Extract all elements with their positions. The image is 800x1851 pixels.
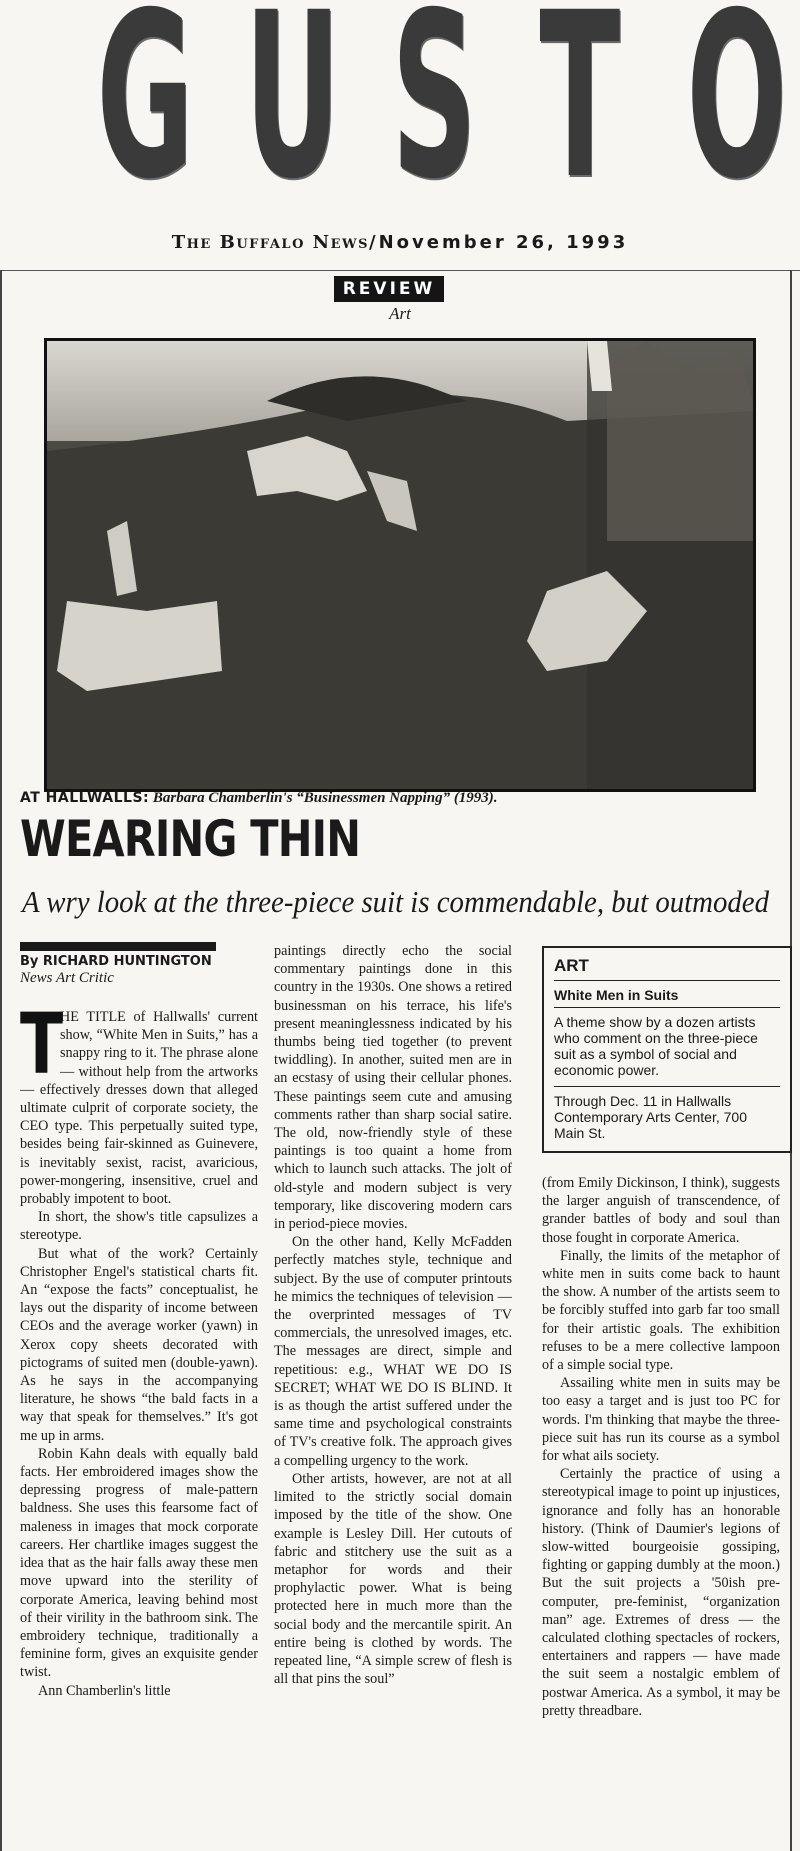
article-paragraph: paintings directly echo the social commentary paintings done in this country in the 1930s. One shows a retired businessman on his terrace, his life's present meaninglessness indicated by his thumbs being tied together (to prevent twiddling). In another, suited men are in an ecstasy of using their cellular phones. These paintings seem cute and amusing comments rather than sharp social satire. The old, now-friendly style of these paintings is too quaint a home from which to launch such attacks. The jolt of old-style and modern subject is very temporary, like discovering modern cars in period-piece movies. xyxy=(274,943,512,1233)
headline: WEARING THIN xyxy=(20,810,361,868)
byline xyxy=(20,954,258,987)
info-box-kicker: ART xyxy=(554,956,780,981)
info-box-title: White Men in Suits xyxy=(554,981,780,1008)
info-box-description: A theme show by a dozen artists who comment on the three-piece suit as a symbol of social and economic power. xyxy=(554,1008,780,1087)
article-paragraph: T HE TITLE of Hallwalls' current show, “White Men in Suits,” has a snappy ring to it. The phrase alone — without help from the artworks — effectively dresses down that alleged ultimate culprit of corporate society, the CEO type. This perpetually suited type, besides being fair-skinned as Guinevere, is inevitably sexist, racist, avaricious, power-mongering, insensitive, cruel and probably impotent to boot. xyxy=(20,995,258,1208)
masthead-letter: G xyxy=(96,0,194,229)
caption-lead: AT HALLWALLS: xyxy=(20,790,150,806)
page-frame-left xyxy=(0,270,2,1851)
article-column-3 xyxy=(542,1174,780,1720)
article-paragraph: Certainly the practice of using a stereotypical image to point up injustices, ignorance and folly has an honorable history. (Think of Daumier's legions of slow-witted bourgeoisie gossiping, fighting or gapping dumbly at the moon.) But the suit projects a '50ish pre-computer, pre-feminist, “organization man” age. Extremes of dress — the calculated clothing spectacles of rockers, entertainers and rappers — have made the suit seem a nostalgic emblem of postwar America. As a symbol, it may be pretty threadbare. xyxy=(542,1466,780,1719)
article-paragraph: Robin Kahn deals with equally bald facts. Her embroidered images show the depressing progress of male-pattern baldness. She uses this fearsome fact of maleness in images that mock corporate careers. Her chartlike images suggest the idea that as the hair falls away these men move upward into the sterility of corporate America, leaving behind most of their virility in the bathroom sink. The embroidery technique, traditionally a feminine form, gives an exquisite gender twist. xyxy=(20,1445,258,1681)
info-box xyxy=(542,946,792,1153)
article-paragraph: Ann Chamberlin's little xyxy=(38,1682,171,1699)
author-title: News Art Critic xyxy=(20,970,114,986)
masthead-letter: S xyxy=(391,0,477,229)
article-column-2 xyxy=(274,942,512,1688)
masthead-letter: T xyxy=(538,0,620,229)
section-label: Art xyxy=(389,304,411,323)
subheadline: A wry look at the three-piece suit is commendable, but outmoded xyxy=(22,884,770,919)
article-paragraph: Assailing white men in suits may be too easy a target and is just too PC for words. I'm thinking that maybe the three-piece suit has run its course as a symbol for what ails society. xyxy=(542,1375,780,1465)
dateline xyxy=(0,232,800,253)
author-name: By RICHARD HUNTINGTON xyxy=(20,954,212,969)
artwork-photo xyxy=(44,338,756,792)
divider xyxy=(0,270,800,271)
article-paragraph: Finally, the limits of the metaphor of white men in suits come back to haunt the show. A number of the artists seem to be forcibly stuffed into garb far too small for their artistic goals. The exhibition refuses to be a mere collective lampoon of a simple social type. xyxy=(542,1247,780,1374)
info-box-venue: Through Dec. 11 in Hallwalls Contemporary Arts Center, 700 Main St. xyxy=(554,1093,747,1141)
article-paragraph: In short, the show's title capsulizes a stereotype. xyxy=(20,1209,258,1244)
newspaper-name: The Buffalo News xyxy=(171,232,370,253)
masthead-letter: O xyxy=(686,0,788,229)
article-paragraph: (from Emily Dickinson, I think), suggests the larger anguish of transcendence, of grander battles of body and soul than those fought in corporate America. xyxy=(542,1175,780,1246)
article-column-1 xyxy=(20,995,258,1700)
byline-bar xyxy=(20,942,216,951)
publication-date: /November 26, 1993 xyxy=(369,232,629,253)
masthead-letter: U xyxy=(243,0,341,229)
masthead-gusto xyxy=(70,0,788,229)
drop-cap: T xyxy=(20,995,63,1093)
businessmen-napping-image xyxy=(47,341,753,789)
photo-caption xyxy=(20,790,498,807)
article-paragraph: Other artists, however, are not at all limited to the strictly social domain imposed by the title of the show. One example is Lesley Dill. Her cutouts of fabric and stitchery use the suit as a metaphor for words and their prophylactic power. What is being protected here in much more than the social body and the mercantile spirit. An entire being is clothed by words. The repeated line, “A simple screw of flesh is all that pins the soul” xyxy=(274,1470,512,1688)
article-paragraph: On the other hand, Kelly McFadden perfectly matches style, technique and subject. By the use of computer printouts he mimics the techniques of television — the overprinted messages of TV commercials, the unresolved images, etc. The messages are direct, simple and repetitious: e.g., WHAT WE DO IS SECRET; WHAT WE DO IS BLIND. It is as though the artist suffered under the same time and psychological constraints of TV's creative folk. The approach gives a compelling urgency to the work. xyxy=(274,1234,512,1469)
review-badge: REVIEW xyxy=(334,276,444,302)
article-paragraph: But what of the work? Certainly Christopher Engel's statistical charts fit. An “expose the facts” conceptualist, he lays out the disparity of income between CEOs and the average worker (yawn) in Xerox copy sheets decorated with pictograms of suited men (double-yawn). As he says in the accompanying literature, he shows “the bald facts in a way that speak for themselves.” It's got me up in arms. xyxy=(20,1245,258,1444)
caption-text: Barbara Chamberlin's “Businessmen Napping” (1993). xyxy=(152,790,498,806)
